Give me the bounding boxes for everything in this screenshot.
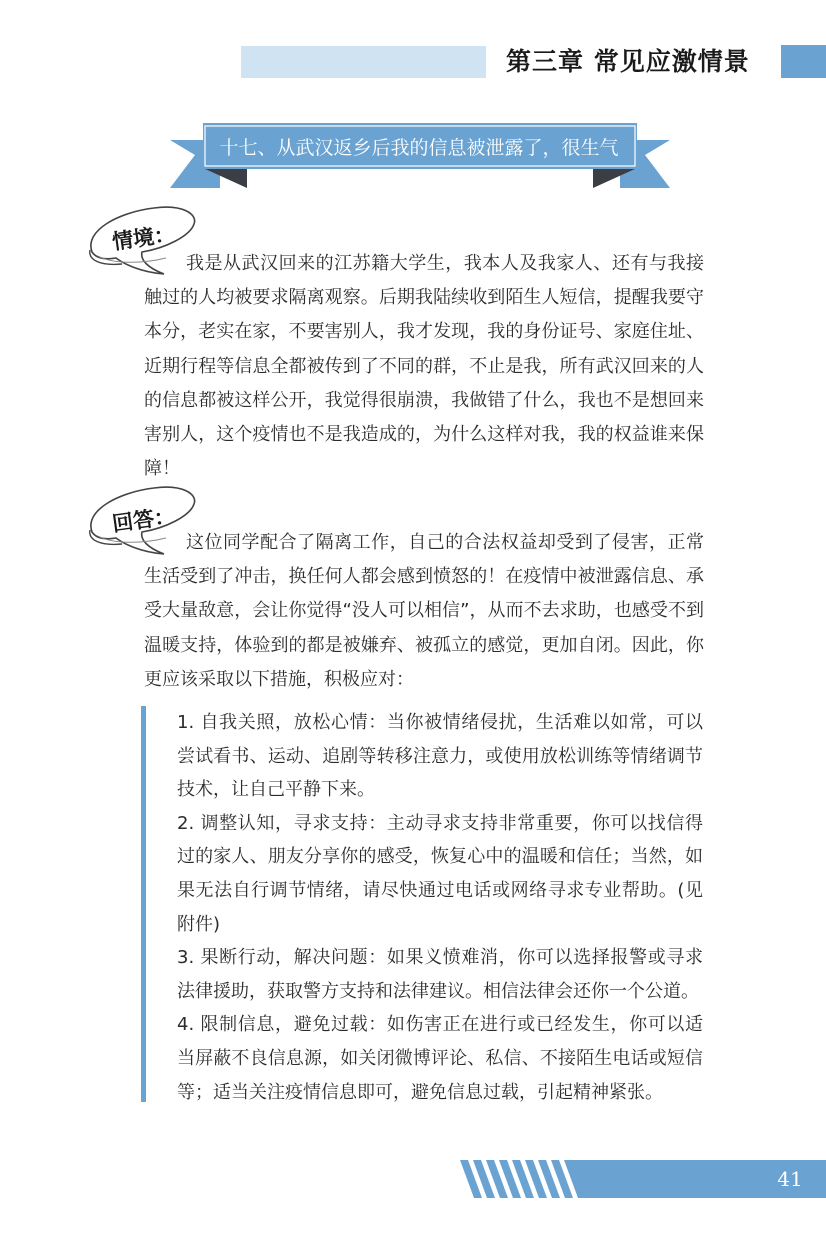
scenario-text: 我是从武汉回来的江苏籍大学生，我本人及我家人、还有与我接触过的人均被要求隔离观察。后期我陆续收到陌生人短信，提醒我要守本分，老实在家，不要害别人，我才发现，我的身份证号、家庭住址、近期行程等信息全都被传到了不同的群，不止是我，所有武汉回来的人的信息都被这样公开，我觉得很崩溃，我做错了什么，我也不是想回来害别人，这个疫情也不是我造成的，为什么这样对我，我的权益谁来保障！ [144,253,704,480]
answer-label: 回答： [110,502,177,537]
measure-item: 3. 果断行动，解决问题：如果义愤难消，你可以选择报警或寻求法律援助，获取警方支持和法律建议。相信法律会还你一个公道。 [177,947,703,1002]
page-number: 41 [777,1167,803,1191]
measure-item: 2. 调整认知，寻求支持：主动寻求支持非常重要，你可以找信得过的家人、朋友分享你的感受，恢复心中的温暖和信任；当然，如果无法自行调节情绪，请尽快通过电话或网络寻求专业帮助。(见附件) [177,812,703,935]
answer-text: 这位同学配合了隔离工作，自己的合法权益却受到了侵害，正常生活受到了冲击，换任何人都会感到愤怒的！在疫情中被泄露信息、承受大量敌意，会让你觉得“没人可以相信”，从而不去求助，也感受不到温暖支持，体验到的都是被嫌弃、被孤立的感觉，更加自闭。因此，你更应该采取以下措施，积极应对： [144,532,704,690]
header-decor-bar-right [781,45,826,78]
measure-item: 4. 限制信息，避免过载：如伤害正在进行或已经发生，你可以适当屏蔽不良信息源，如关闭微博评论、私信、不接陌生电话或短信等；适当关注疫情信息即可，避免信息过载，引起精神紧张。 [177,1014,703,1103]
measures-list [141,706,711,1102]
section-title: 十七、从武汉返乡后我的信息被泄露了，很生气 [219,137,619,159]
header-decor-bar-left [241,46,486,78]
measure-item: 1. 自我关照，放松心情：当你被情绪侵扰，生活难以如常，可以尝试看书、运动、追剧等转移注意力，或使用放松训练等情绪调节技术，让自己平静下来。 [177,712,703,801]
scenario-label: 情境： [110,220,177,255]
chapter-title: 第三章 常见应激情景 [506,47,750,76]
